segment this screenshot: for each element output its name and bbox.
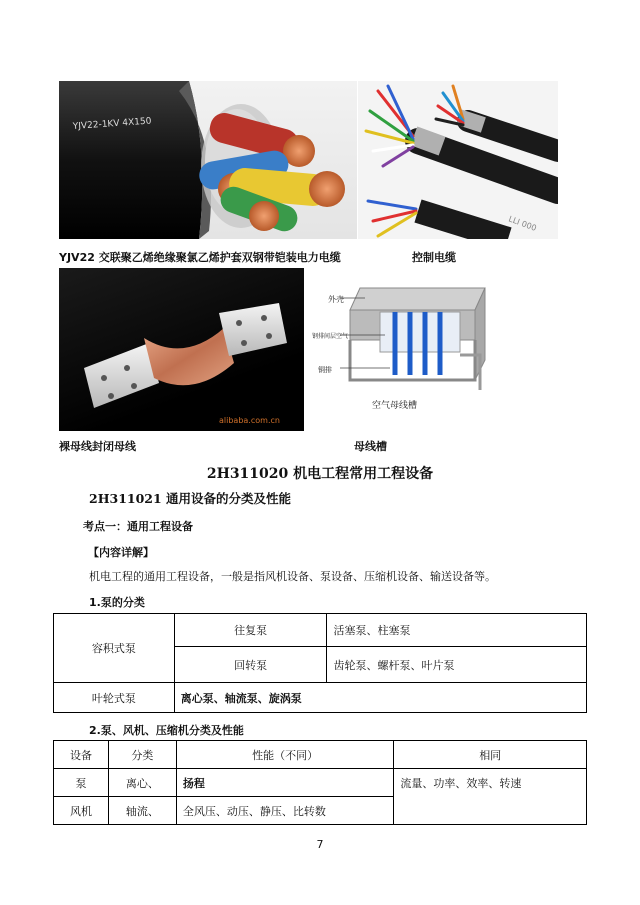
- pump-examples-cell: 活塞泵、柱塞泵: [327, 614, 587, 647]
- cable-jacket-text: YJV22-1KV 4X150: [72, 116, 152, 132]
- pump-heading: 1.泵的分类: [89, 596, 145, 609]
- page-number: 7: [316, 838, 324, 851]
- busbar-photo: [59, 268, 304, 431]
- header-category: 分类: [108, 741, 176, 769]
- pump-group-cell: 叶轮式泵: [54, 683, 175, 713]
- pump-examples-cell: 离心泵、轴流泵、旋涡泵: [174, 683, 586, 713]
- section-subtitle: 2H311021 通用设备的分类及性能: [89, 491, 292, 506]
- compare-heading: 2.泵、风机、压缩机分类及性能: [89, 724, 244, 737]
- pump-classification-table: [53, 613, 587, 713]
- control-cable-photo: [358, 81, 558, 239]
- power-cable-photo: [59, 81, 357, 239]
- pump-examples-cell: 齿轮泵、螺杆泵、叶片泵: [327, 647, 587, 683]
- pump-group-cell: 容积式泵: [54, 614, 175, 683]
- bus-duct-label-insulation: 钢排间层空气: [312, 333, 349, 340]
- header-same: 相同: [394, 741, 587, 769]
- table-header-row: [54, 741, 587, 769]
- pump-type-cell: 回转泵: [174, 647, 327, 683]
- diff-cell: 扬程: [176, 769, 394, 797]
- control-cable-jacket-text: LLI 000: [507, 214, 538, 233]
- diff-cell: 全风压、动压、静压、比转数: [176, 797, 394, 825]
- control-cable-illustration: [358, 81, 558, 239]
- detail-label: 【内容详解】: [88, 546, 154, 559]
- busbar-illustration: [59, 268, 304, 431]
- bus-duct-label-name: 空气母线槽: [372, 401, 418, 411]
- bus-duct-label-shell: 外壳: [328, 295, 344, 304]
- device-cell: 泵: [54, 769, 109, 797]
- bus-duct-illustration: [310, 280, 495, 430]
- equipment-comparison-table: [53, 740, 587, 825]
- category-cell: 离心、: [108, 769, 176, 797]
- power-cable-caption: YJV22 交联聚乙烯绝缘聚氯乙烯护套双钢带铠装电力电缆: [59, 251, 341, 264]
- same-cell: 流量、功率、效率、转速: [394, 769, 587, 825]
- bus-duct-label-copper: 铜排: [318, 366, 332, 374]
- header-diff: 性能（不同）: [176, 741, 394, 769]
- section-title: 2H311020 机电工程常用工程设备: [206, 466, 434, 482]
- busbar-watermark: alibaba.com.cn: [219, 416, 280, 425]
- table-row: [54, 683, 587, 713]
- bus-duct-photo: [310, 280, 495, 430]
- category-cell: 轴流、: [108, 797, 176, 825]
- pump-type-cell: 往复泵: [174, 614, 327, 647]
- bus-duct-caption: 母线槽: [354, 440, 387, 453]
- exam-point: 考点一：通用工程设备: [83, 520, 193, 533]
- intro-paragraph: 机电工程的通用工程设备，一般是指风机设备、泵设备、压缩机设备、输送设备等。: [89, 570, 496, 583]
- table-row: [54, 769, 587, 797]
- busbar-caption: 裸母线封闭母线: [59, 440, 136, 453]
- header-device: 设备: [54, 741, 109, 769]
- table-row: [54, 614, 587, 647]
- control-cable-caption: 控制电缆: [412, 251, 456, 264]
- power-cable-illustration: [59, 81, 357, 239]
- device-cell: 风机: [54, 797, 109, 825]
